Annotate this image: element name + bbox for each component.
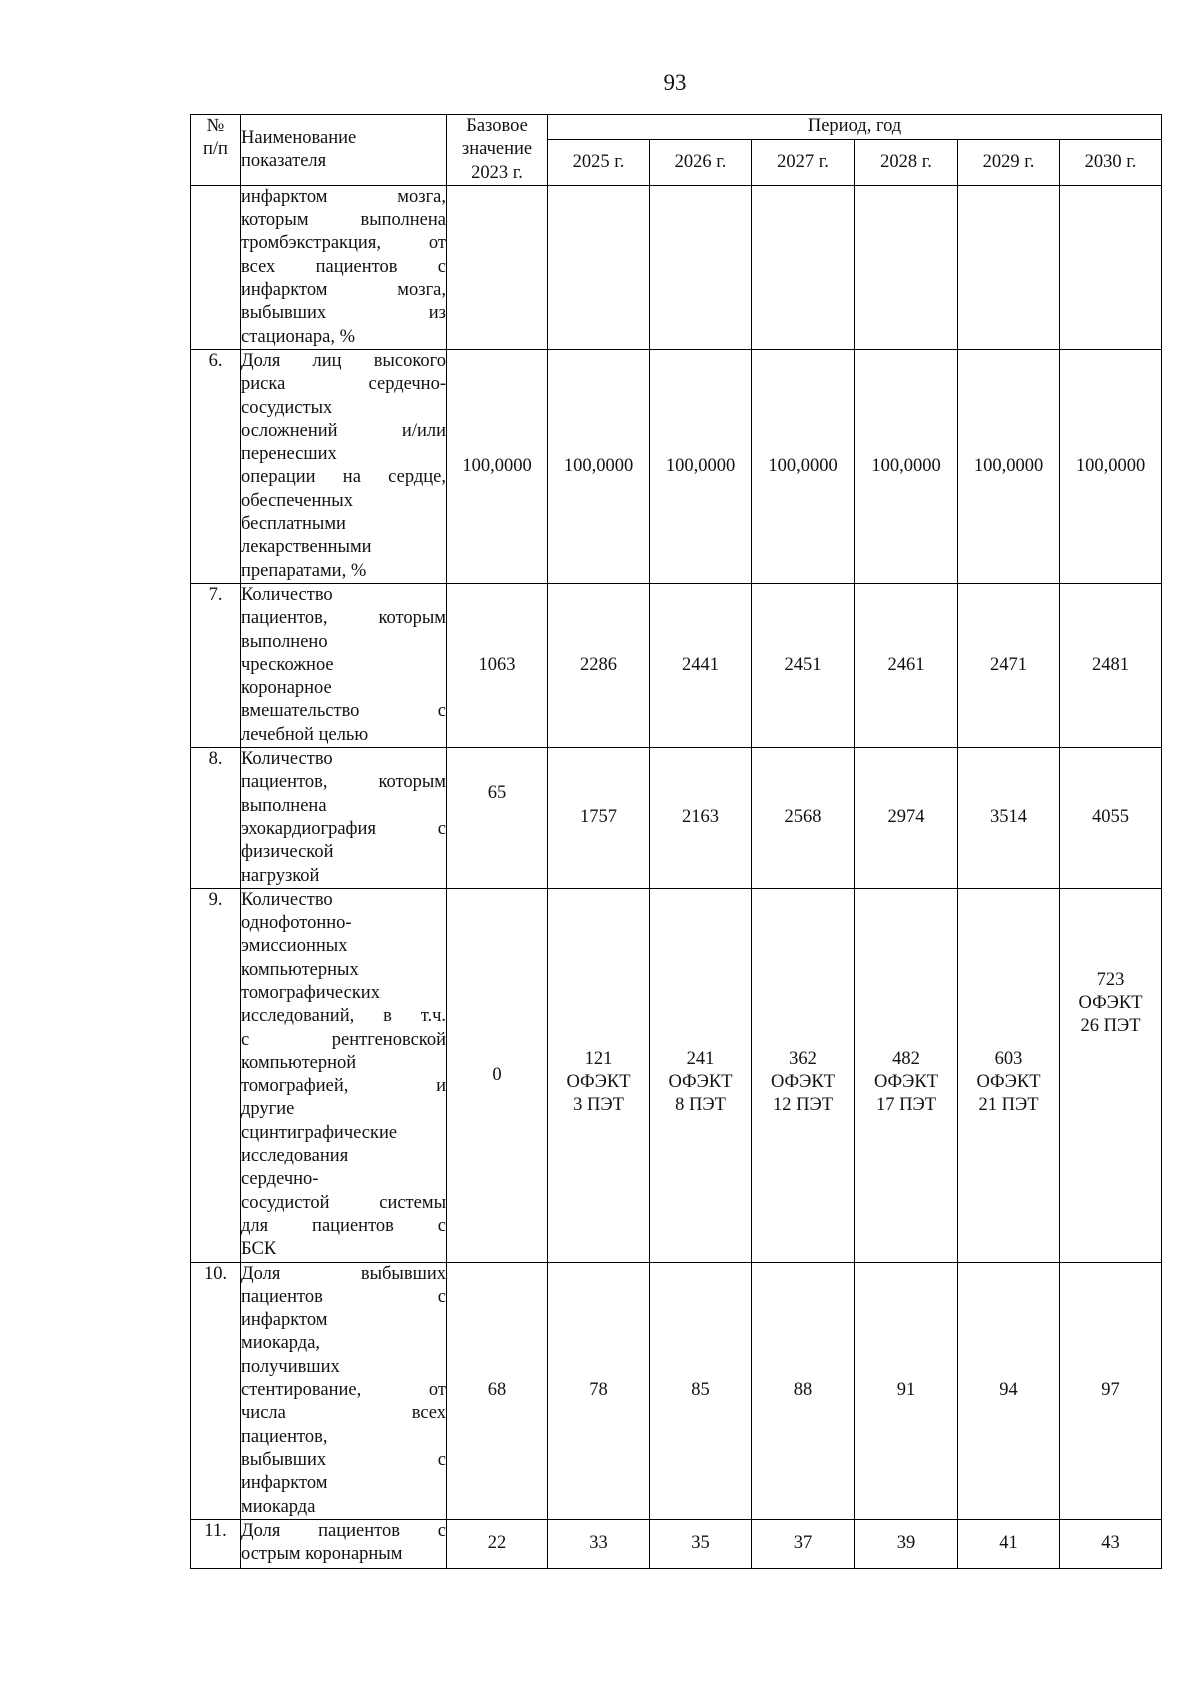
indicator-name	[241, 185, 447, 349]
indicator-name-line: стентирование, от	[241, 1380, 446, 1401]
indicator-name-line: выполнено	[241, 631, 328, 652]
header-year: 2026 г.	[650, 139, 752, 185]
indicator-name-line: с рентгеновской	[241, 1029, 446, 1050]
row-number: 11.	[191, 1519, 241, 1568]
indicator-name-line: Доля выбывших	[241, 1263, 446, 1284]
year-value	[958, 185, 1060, 349]
row-number: 8.	[191, 748, 241, 889]
indicator-name-line: нагрузкой	[241, 865, 320, 886]
table-row	[191, 1519, 1162, 1568]
year-value-line: 3 ПЭТ	[573, 1095, 624, 1116]
indicator-name-line: сцинтиграфические	[241, 1122, 398, 1143]
header-name: Наименование показателя	[241, 115, 447, 186]
indicator-name-line: выполнена	[241, 795, 327, 816]
row-number: 10.	[191, 1262, 241, 1519]
indicator-name	[241, 748, 447, 889]
indicator-name	[241, 888, 447, 1262]
indicator-name-line: миокарда,	[241, 1333, 321, 1354]
indicator-name-line: для пациентов с	[241, 1215, 446, 1236]
indicator-name-line: пациентов,	[241, 1426, 328, 1447]
year-value	[548, 185, 650, 349]
year-value: 2286	[548, 583, 650, 747]
year-value: 3514	[958, 748, 1060, 889]
year-value-line: ОФЭКТ	[770, 1072, 836, 1093]
indicator-name-line: исследования	[241, 1146, 349, 1167]
indicator-name-line: сосудистой системы	[241, 1192, 446, 1213]
indicator-name	[241, 1262, 447, 1519]
indicator-name-line: компьютерной	[241, 1052, 357, 1073]
year-value: 91	[855, 1262, 958, 1519]
indicator-name-line: которым выполнена	[241, 210, 446, 231]
header-base: Базовое значение 2023 г.	[447, 115, 548, 186]
indicators-table	[190, 114, 1162, 1569]
year-value: 37	[752, 1519, 855, 1568]
header-year: 2029 г.	[958, 139, 1060, 185]
indicator-name-line: инфарктом мозга,	[241, 186, 446, 207]
indicator-name-line: перенесших	[241, 444, 337, 465]
indicator-name-line: получивших	[241, 1356, 340, 1377]
year-value	[650, 888, 752, 1262]
indicator-name-line: осложнений и/или	[241, 420, 446, 441]
year-value: 85	[650, 1262, 752, 1519]
year-value: 41	[958, 1519, 1060, 1568]
indicator-name-line: инфарктом мозга,	[241, 280, 446, 301]
table-row	[191, 748, 1162, 889]
row-number: 6.	[191, 349, 241, 583]
indicator-name-line: другие	[241, 1099, 295, 1120]
year-value: 100,0000	[752, 349, 855, 583]
indicator-name-line: пациентов, которым	[241, 772, 446, 793]
year-value	[650, 185, 752, 349]
header-year: 2025 г.	[548, 139, 650, 185]
indicator-name-line: операции на сердце,	[241, 467, 446, 488]
year-value: 2481	[1060, 583, 1162, 747]
indicator-name-line: компьютерных	[241, 959, 359, 980]
base-value: 22	[447, 1519, 548, 1568]
year-value: 35	[650, 1519, 752, 1568]
year-value-line: 603	[994, 1048, 1023, 1069]
year-value-line: 723	[1096, 969, 1125, 990]
year-value-line: ОФЭКТ	[566, 1072, 631, 1093]
year-value	[855, 888, 958, 1262]
row-number: 7.	[191, 583, 241, 747]
year-value: 100,0000	[650, 349, 752, 583]
year-value-line: ОФЭКТ	[873, 1072, 939, 1093]
year-value: 1757	[548, 748, 650, 889]
year-value-line: 362	[789, 1048, 817, 1069]
indicator-name-line: Количество	[241, 749, 333, 770]
indicator-name-line: обеспеченных	[241, 490, 353, 511]
year-value: 2568	[752, 748, 855, 889]
year-value: 2163	[650, 748, 752, 889]
year-value-line: ОФЭКТ	[976, 1072, 1041, 1093]
indicator-name	[241, 349, 447, 583]
indicator-name-line: выбывших из	[241, 303, 446, 324]
indicator-name-line: пациентов с	[241, 1286, 446, 1307]
table-row	[191, 583, 1162, 747]
indicator-name-line: Доля пациентов с	[241, 1520, 446, 1541]
year-value: 2461	[855, 583, 958, 747]
year-value-line: 241	[686, 1048, 715, 1069]
indicator-name-line: исследований, в т.ч.	[241, 1006, 446, 1027]
indicator-name-line: сердечно-	[241, 1169, 319, 1190]
base-value: 0	[447, 888, 548, 1262]
indicator-name-line: пациентов, которым	[241, 608, 446, 629]
table-row	[191, 185, 1162, 349]
indicator-name-line: сосудистых	[241, 397, 333, 418]
header-year: 2028 г.	[855, 139, 958, 185]
indicator-name	[241, 583, 447, 747]
table-row	[191, 888, 1162, 1262]
year-value: 2471	[958, 583, 1060, 747]
header-year: 2030 г.	[1060, 139, 1162, 185]
base-value: 100,0000	[447, 349, 548, 583]
indicator-name-line: инфарктом	[241, 1473, 328, 1494]
year-value-line: 17 ПЭТ	[876, 1095, 936, 1116]
indicator-name-line: эхокардиография с	[241, 818, 446, 839]
indicator-name-line: физической	[241, 842, 334, 863]
row-number: 9.	[191, 888, 241, 1262]
indicator-name-line: вмешательство с	[241, 701, 446, 722]
year-value: 78	[548, 1262, 650, 1519]
year-value: 4055	[1060, 748, 1162, 889]
indicator-name-line: Количество	[241, 584, 333, 605]
year-value-line: 12 ПЭТ	[773, 1095, 833, 1116]
header-period: Период, год	[548, 115, 1162, 140]
year-value: 43	[1060, 1519, 1162, 1568]
year-value-line: 482	[892, 1048, 920, 1069]
year-value: 2974	[855, 748, 958, 889]
year-value-line: 21 ПЭТ	[978, 1095, 1039, 1116]
year-value: 100,0000	[1060, 349, 1162, 583]
year-value	[1060, 185, 1162, 349]
year-value: 88	[752, 1262, 855, 1519]
indicator-name-line: Доля лиц высокого	[241, 350, 446, 371]
indicator-name-line: острым коронарным	[241, 1544, 403, 1565]
indicator-name-line: чрескожное	[241, 654, 334, 675]
indicator-name-line: числа всех	[241, 1403, 446, 1424]
year-value-line: ОФЭКТ	[1078, 993, 1143, 1014]
table-row	[191, 1262, 1162, 1519]
indicator-name-line: инфарктом	[241, 1310, 328, 1331]
indicator-name-line: томографических	[241, 982, 380, 1003]
year-value-line: 121	[584, 1048, 613, 1069]
row-number	[191, 185, 241, 349]
year-value-line: 8 ПЭТ	[675, 1095, 726, 1116]
year-value	[752, 888, 855, 1262]
indicator-name-line: тромбэкстракция, от	[241, 233, 446, 254]
indicator-name-line: всех пациентов с	[241, 256, 446, 277]
year-value: 97	[1060, 1262, 1162, 1519]
base-value	[447, 185, 548, 349]
indicator-name-line: томографией, и	[241, 1076, 446, 1097]
year-value-line: ОФЭКТ	[668, 1072, 733, 1093]
indicator-name-line: препаратами, %	[241, 560, 367, 581]
year-value	[958, 888, 1060, 1262]
year-value: 33	[548, 1519, 650, 1568]
year-value	[752, 185, 855, 349]
header-year: 2027 г.	[752, 139, 855, 185]
year-value	[548, 888, 650, 1262]
page-number: 93	[663, 70, 687, 95]
indicator-name-line: коронарное	[241, 678, 332, 699]
year-value-line: 26 ПЭТ	[1080, 1016, 1141, 1037]
year-value: 100,0000	[855, 349, 958, 583]
indicator-name-line: лечебной целью	[241, 724, 369, 745]
year-value: 94	[958, 1262, 1060, 1519]
indicator-name	[241, 1519, 447, 1568]
indicator-name-line: Количество	[241, 889, 333, 910]
indicator-name-line: стационара, %	[241, 326, 356, 347]
year-value: 100,0000	[548, 349, 650, 583]
header-num: № п/п	[191, 115, 241, 186]
indicator-name-line: лекарственными	[241, 537, 372, 558]
base-value: 68	[447, 1262, 548, 1519]
indicator-name-line: эмиссионных	[241, 936, 348, 957]
indicator-name-line: выбывших с	[241, 1449, 446, 1470]
year-value	[855, 185, 958, 349]
indicator-name-line: риска сердечно-	[241, 374, 446, 395]
indicator-name-line: БСК	[241, 1239, 277, 1260]
base-value: 1063	[447, 583, 548, 747]
year-value: 2451	[752, 583, 855, 747]
indicator-name-line: бесплатными	[241, 514, 346, 535]
year-value	[1060, 888, 1162, 1262]
base-value: 65	[447, 748, 548, 889]
indicator-name-line: однофотонно-	[241, 913, 352, 934]
year-value: 100,0000	[958, 349, 1060, 583]
year-value: 2441	[650, 583, 752, 747]
indicator-name-line: миокарда	[241, 1496, 316, 1517]
table-row	[191, 349, 1162, 583]
year-value: 39	[855, 1519, 958, 1568]
